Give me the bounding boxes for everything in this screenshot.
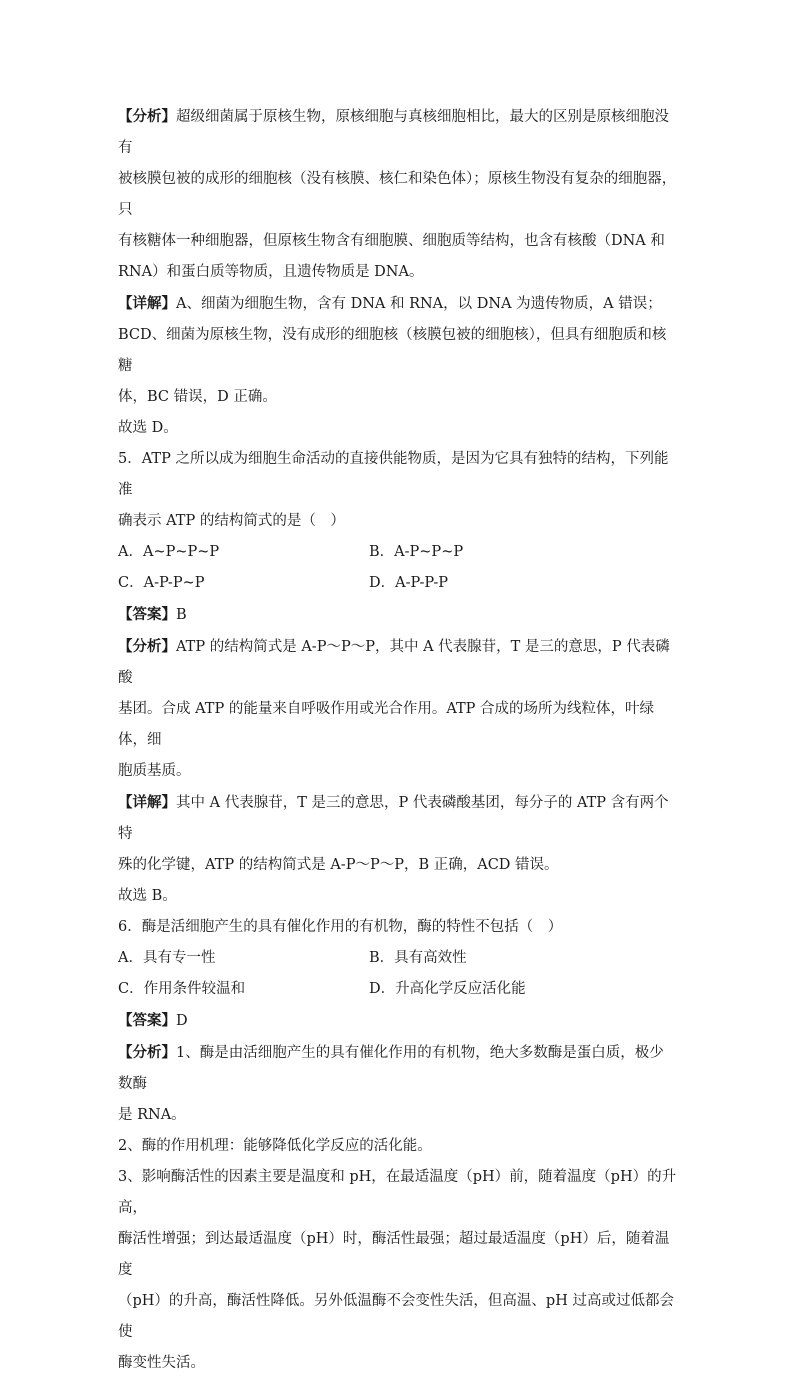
q5-answer: 【答案】B <box>118 606 187 623</box>
q6-option-c: C．作用条件较温和 <box>118 981 246 997</box>
q5-option-c: C．A-P-P~P <box>118 575 205 591</box>
analysis-tag: 【分析】 <box>118 638 176 655</box>
q5-options-row-2 <box>118 568 678 599</box>
q4-detail-line-2: BCD、细菌为原核生物，没有成形的细胞核（核膜包被的细胞核），但具有细胞质和核糖 <box>118 327 667 374</box>
q4-analysis-line-3: 有核糖体一种细胞器，但原核生物含有细胞膜、细胞质等结构，也含有核酸（DNA 和 <box>118 233 665 249</box>
q4-detail-line-1: 【详解】A、细菌为细胞生物，含有 DNA 和 RNA，以 DNA 为遗传物质，A 错误； <box>118 295 662 312</box>
q6-answer: 【答案】D <box>118 1012 188 1029</box>
q5-analysis-line-2: 基团。合成 ATP 的能量来自呼吸作用或光合作用。ATP 合成的场所为线粒体，叶绿体，细 <box>118 701 655 748</box>
q6-option-a: A．具有专一性 <box>118 950 216 966</box>
q5-stem-line-1: 5．ATP 之所以成为细胞生命活动的直接供能物质，是因为它具有独特的结构，下列能准 <box>118 451 669 498</box>
q6-analysis-line-7: 酶变性失活。 <box>118 1355 205 1371</box>
q5-stem-line-2: 确表示 ATP 的结构简式的是（ ） <box>118 513 345 529</box>
q5-conclusion: 故选 B。 <box>118 888 177 904</box>
document-content <box>118 101 678 1379</box>
q4-analysis-line-2: 被核膜包被的成形的细胞核（没有核膜、核仁和染色体）；原核生物没有复杂的细胞器，只 <box>118 171 677 218</box>
answer-tag: 【答案】 <box>118 606 176 623</box>
q4-analysis-line-1: 【分析】超级细菌属于原核生物，原核细胞与真核细胞相比，最大的区别是原核细胞没有 <box>118 108 669 156</box>
q6-analysis-line-1: 【分析】1、酶是由活细胞产生的具有催化作用的有机物，绝大多数酶是蛋白质，极少数酶 <box>118 1044 664 1092</box>
q5-detail-line-2: 殊的化学键，ATP 的结构简式是 A-P～P～P，B 正确，ACD 错误。 <box>118 857 559 873</box>
detail-tag: 【详解】 <box>118 794 176 811</box>
q4-detail-line-3: 体，BC 错误，D 正确。 <box>118 389 277 405</box>
analysis-tag: 【分析】 <box>118 1044 176 1061</box>
q5-analysis-line-3: 胞质基质。 <box>118 763 191 779</box>
analysis-tag: 【分析】 <box>118 108 176 125</box>
q5-analysis-line-1: 【分析】ATP 的结构简式是 A-P～P～P，其中 A 代表腺苷，T 是三的意思，P 代表磷酸 <box>118 638 670 686</box>
q5-option-b: B．A-P~P~P <box>369 544 464 560</box>
q5-options-row-1 <box>118 537 678 568</box>
detail-tag: 【详解】 <box>118 295 176 312</box>
q6-analysis-line-3: 2、酶的作用机理：能够降低化学反应的活化能。 <box>118 1138 432 1154</box>
q5-option-d: D．A-P-P-P <box>369 575 448 591</box>
q6-option-b: B．具有高效性 <box>369 950 467 966</box>
q6-options-row-1 <box>118 943 678 974</box>
q6-stem: 6．酶是活细胞产生的具有催化作用的有机物，酶的特性不包括（ ） <box>118 919 563 935</box>
q4-conclusion: 故选 D。 <box>118 420 178 436</box>
q6-options-row-2 <box>118 974 678 1005</box>
answer-tag: 【答案】 <box>118 1012 176 1029</box>
q6-analysis-line-5: 酶活性增强；到达最适温度（pH）时，酶活性最强；超过最适温度（pH）后，随着温度 <box>118 1231 670 1278</box>
q6-option-d: D．升高化学反应活化能 <box>369 981 526 997</box>
q5-detail-line-1: 【详解】其中 A 代表腺苷，T 是三的意思，P 代表磷酸基团，每分子的 ATP 含有两个特 <box>118 794 669 842</box>
q6-analysis-line-2: 是 RNA。 <box>118 1107 186 1123</box>
q6-analysis-line-6: （pH）的升高，酶活性降低。另外低温酶不会变性失活，但高温、pH 过高或过低都会使 <box>118 1293 674 1340</box>
q5-option-a: A．A~P~P~P <box>118 544 220 560</box>
q6-analysis-line-4: 3、影响酶活性的因素主要是温度和 pH，在最适温度（pH）前，随着温度（pH）的升高， <box>118 1169 677 1216</box>
q4-analysis-line-4: RNA）和蛋白质等物质，且遗传物质是 DNA。 <box>118 264 424 280</box>
